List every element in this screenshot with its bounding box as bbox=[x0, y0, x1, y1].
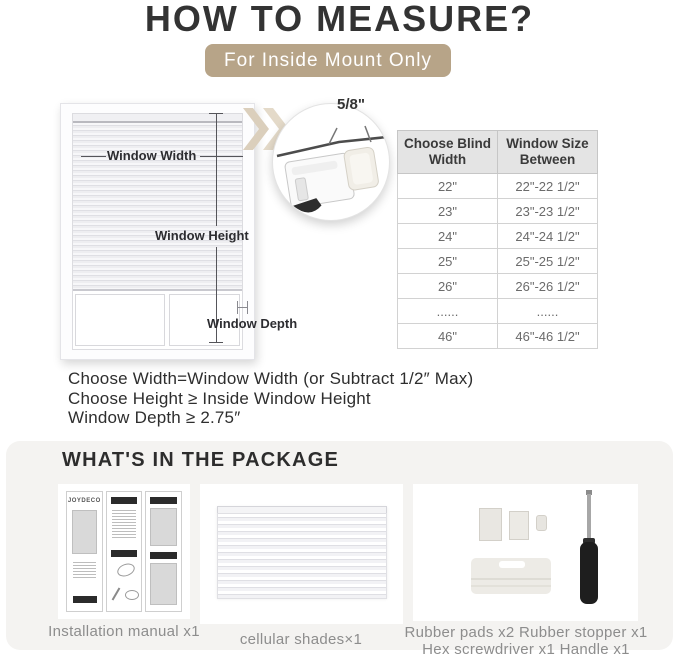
width-measure-line bbox=[81, 156, 106, 157]
manual-panel bbox=[145, 491, 182, 612]
cell-window-size: 26"-26 1/2" bbox=[498, 274, 598, 299]
window-diagram bbox=[60, 103, 298, 360]
instruction-line-height: Choose Height ≥ Inside Window Height bbox=[68, 388, 371, 408]
table-row bbox=[398, 224, 598, 249]
shade-illustration bbox=[217, 506, 387, 598]
caption-hardware bbox=[401, 624, 651, 656]
cell-window-size: 22"-22 1/2" bbox=[498, 174, 598, 199]
manual-panel bbox=[66, 491, 103, 612]
handle-notch bbox=[499, 561, 525, 568]
window-depth-label: Window Depth bbox=[207, 316, 298, 331]
caption-hardware-line1: Rubber pads x2 Rubber stopper x1 bbox=[404, 624, 648, 641]
table-header-row bbox=[398, 131, 598, 174]
cell-window-size: 46"-46 1/2" bbox=[498, 324, 598, 349]
headrail-bracket-illustration bbox=[273, 104, 389, 220]
cell-blind-width: 23" bbox=[398, 199, 498, 224]
window-pane-left bbox=[75, 294, 165, 346]
package-item-hardware bbox=[413, 484, 638, 621]
rubber-pad bbox=[509, 511, 529, 540]
inside-mount-badge: For Inside Mount Only bbox=[205, 44, 451, 77]
cell-blind-width: 24" bbox=[398, 224, 498, 249]
bracket-depth-label: 5/8" bbox=[337, 96, 365, 113]
table-row bbox=[398, 274, 598, 299]
width-measure-line bbox=[200, 156, 243, 157]
cell-blind-width: ...... bbox=[398, 299, 498, 324]
depth-measure-marker bbox=[237, 301, 248, 314]
manual-brand: JOYDECO bbox=[67, 498, 101, 504]
cell-blind-width: 46" bbox=[398, 324, 498, 349]
instruction-line-depth: Window Depth ≥ 2.75″ bbox=[68, 408, 241, 427]
package-item-shades bbox=[200, 484, 403, 624]
cell-window-size: 23"-23 1/2" bbox=[498, 199, 598, 224]
hardware-illustration bbox=[413, 484, 638, 621]
handle-line bbox=[471, 585, 551, 587]
caption-manual: Installation manual x1 bbox=[48, 623, 200, 640]
window-height-label: Window Height bbox=[155, 228, 249, 243]
table-row bbox=[398, 324, 598, 349]
cell-window-size: ...... bbox=[498, 299, 598, 324]
screwdriver-shaft bbox=[587, 494, 591, 544]
table-row bbox=[398, 249, 598, 274]
cell-window-size: 24"-24 1/2" bbox=[498, 224, 598, 249]
instruction-line-width: Choose Width=Window Width (or Subtract 1/2″ Max) bbox=[68, 369, 474, 388]
page-title: HOW TO MEASURE? bbox=[144, 0, 535, 39]
handle-line bbox=[471, 578, 551, 580]
cell-window-size: 25"-25 1/2" bbox=[498, 249, 598, 274]
col-header-blind-width: Choose Blind Width bbox=[398, 131, 498, 174]
package-panel bbox=[6, 441, 673, 656]
rubber-pad bbox=[479, 508, 502, 541]
measuring-instructions bbox=[68, 369, 473, 428]
cell-blind-width: 26" bbox=[398, 274, 498, 299]
table-row bbox=[398, 174, 598, 199]
bracket-detail-circle bbox=[272, 103, 390, 221]
package-heading: WHAT'S IN THE PACKAGE bbox=[62, 449, 339, 471]
cell-blind-width: 25" bbox=[398, 249, 498, 274]
window-width-label: Window Width bbox=[107, 148, 197, 163]
caption-hardware-line2: Hex screwdriver x1 Handle x1 bbox=[422, 641, 630, 656]
rubber-stopper bbox=[536, 515, 547, 531]
table-row bbox=[398, 299, 598, 324]
caption-shades: cellular shades×1 bbox=[239, 631, 363, 648]
manual-illustration bbox=[66, 491, 182, 612]
height-measure-line bbox=[216, 113, 217, 226]
col-header-window-size: Window Size Between bbox=[498, 131, 598, 174]
package-item-manual bbox=[58, 484, 190, 619]
size-table bbox=[397, 130, 598, 349]
cell-blind-width: 22" bbox=[398, 174, 498, 199]
table-row bbox=[398, 199, 598, 224]
manual-panel bbox=[106, 491, 143, 612]
screwdriver-handle bbox=[580, 542, 598, 604]
height-measure-tick-bottom bbox=[209, 342, 223, 343]
